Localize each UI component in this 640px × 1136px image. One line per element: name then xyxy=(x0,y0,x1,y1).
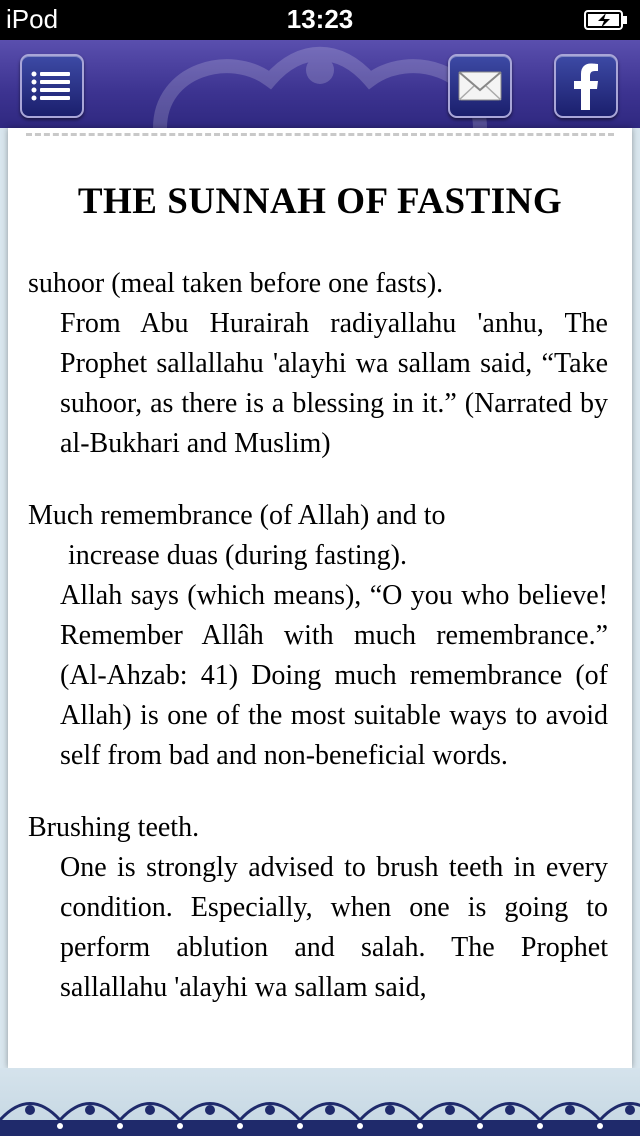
section-heading-continued: increase duas (during fasting). xyxy=(68,540,407,571)
section-heading: Brushing teeth. xyxy=(28,812,200,843)
battery-charging-icon xyxy=(584,9,628,31)
section-remembrance xyxy=(28,496,608,776)
facebook-share-button[interactable] xyxy=(554,54,618,118)
section-paragraph: One is strongly advised to brush teeth in every condition. Especially, when one is going to perform ablution and salah. The Prophet sallallahu 'alayhi wa sallam said, xyxy=(60,852,608,1003)
article-page[interactable] xyxy=(8,128,632,1068)
menu-button[interactable] xyxy=(20,54,84,118)
section-heading: Much remembrance (of Allah) and to xyxy=(28,500,446,531)
page-title: THE SUNNAH OF FASTING xyxy=(77,181,563,222)
section-paragraph: From Abu Hurairah radiyallahu 'anhu, The Prophet sallallahu 'alayhi wa sallam said, “Take suhoor, as there is a blessing in it.” (Narrated by al-Bukhari and Muslim) xyxy=(60,308,608,459)
footer-ornament xyxy=(0,1068,640,1136)
facebook-icon xyxy=(556,56,616,116)
ornament-decoration xyxy=(140,40,500,128)
section-paragraph: Allah says (which means), “O you who believe! Remember Allâh with much remembrance.” (Al-Ahzab: 41) Doing much remembrance (of Allah) is one of the most suitable ways to avoid self from bad and non-beneficial words. xyxy=(60,580,608,771)
section-brushing-teeth xyxy=(28,808,608,1008)
carrier-label: iPod xyxy=(6,4,59,34)
list-icon xyxy=(22,56,82,116)
envelope-icon xyxy=(450,56,510,116)
status-time: 13:23 xyxy=(286,4,354,34)
ornament-pattern-decoration xyxy=(0,1068,640,1136)
email-share-button[interactable] xyxy=(448,54,512,118)
section-heading: suhoor (meal taken before one fasts). xyxy=(28,268,444,299)
dashed-divider xyxy=(26,133,614,136)
nav-bar xyxy=(0,40,640,128)
article-body xyxy=(28,264,608,1040)
section-suhoor xyxy=(28,264,608,464)
status-bar xyxy=(0,0,640,40)
